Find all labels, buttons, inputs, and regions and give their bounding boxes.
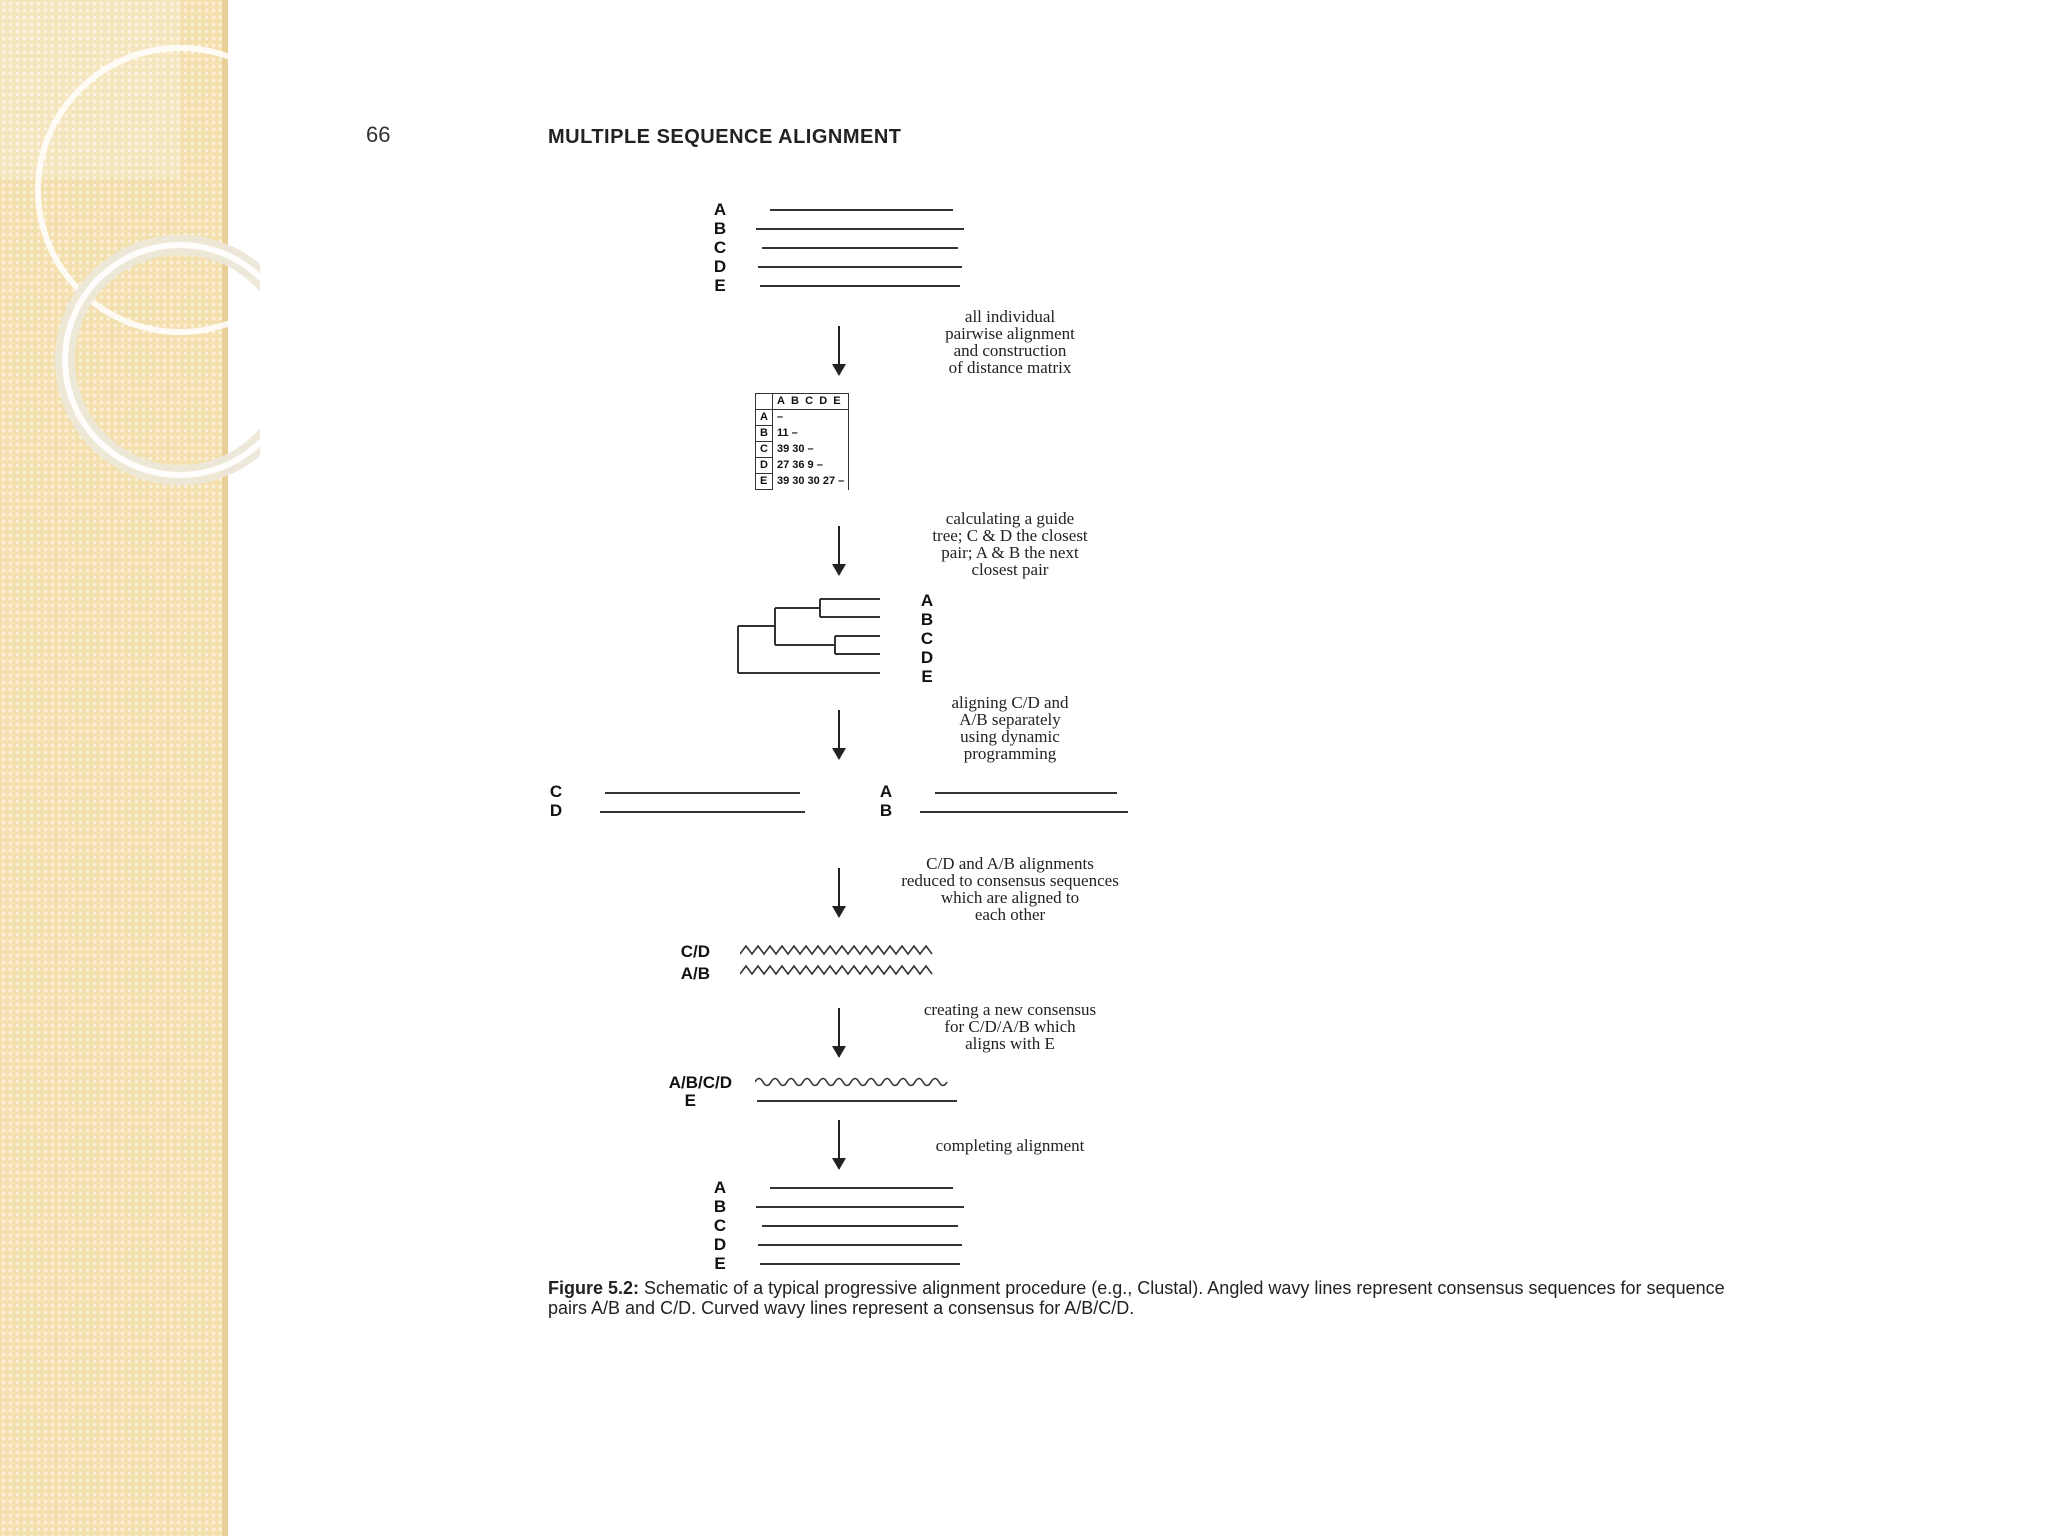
tree-leaf-labels: A B C D E [920,591,934,686]
matrix-row-values: 39 30 30 27 – [772,474,848,490]
distance-matrix [755,393,849,490]
matrix-row-values: 27 36 9 – [772,458,848,474]
sequence-line [920,811,1128,813]
step-text: all individual pairwise alignment and construction of distance matrix [945,307,1075,377]
decorative-circles [0,0,260,520]
caption-text: Schematic of a typical progressive alignment procedure (e.g., Clustal). Angled wavy lines represent consensus sequences for sequence pairs A/B and C/D. Curved wavy lines represent a consensus for A/B/C/D. [548,1278,1725,1318]
sequence-line [770,1187,953,1189]
guide-tree [730,590,910,680]
sequence-line [935,792,1117,794]
down-arrow-icon [838,326,840,374]
matrix-row-label: D [756,458,773,474]
sequence-line [605,792,800,794]
sequence-line [756,1206,964,1208]
seq-label: E [714,276,726,295]
down-arrow-icon [838,710,840,758]
step-text: creating a new consensus for C/D/A/B which aligns with E [923,1000,1097,1053]
consensus-label: C/D [680,942,710,961]
consensus-label: A/B [680,964,710,983]
sequence-line [600,811,805,813]
step-text: aligning C/D and A/B separately using dynamic programming [951,693,1069,763]
seq-label: C [713,238,727,257]
matrix-row-values: 39 30 – [772,442,848,458]
down-arrow-icon [838,868,840,916]
seq-label: D [713,257,727,276]
matrix-header: A B C D E [772,394,848,410]
figure-caption [548,1278,1763,1318]
matrix-row-label: B [756,426,773,442]
pair-labels-right: A B [879,782,893,820]
down-arrow-icon [838,1120,840,1168]
matrix-row-values: – [772,410,848,426]
sequence-line [762,1225,958,1227]
final-consensus-label: E [684,1091,696,1110]
curved-wavy-consensus [755,1074,955,1088]
step-text: calculating a guide tree; C & D the closest pair; A & B the next closest pair [932,509,1088,579]
matrix-row-label: C [756,442,773,458]
down-arrow-icon [838,1008,840,1056]
caption-label: Figure 5.2: [548,1278,640,1298]
sequence-line [760,285,960,287]
matrix-row-label: A [756,410,773,426]
initial-sequence-labels [708,200,732,295]
sequence-line [756,228,964,230]
final-consensus-label: A/B/C/D [668,1073,732,1092]
pair-labels-left: C D [549,782,563,820]
final-sequence-labels: A B C D E [713,1178,727,1273]
sequence-line [762,247,958,249]
sequence-line [757,1100,957,1102]
sequence-line [758,1244,962,1246]
matrix-row-label: E [756,474,773,490]
matrix-row-values: 11 – [772,426,848,442]
step-text: completing alignment [935,1136,1085,1155]
angled-wavy-consensus [740,942,935,982]
down-arrow-icon [838,526,840,574]
seq-label: A [713,200,727,219]
seq-label: B [713,219,727,238]
page-number: 66 [366,122,391,147]
sequence-line [758,266,962,268]
sequence-line [770,209,953,211]
page-header: MULTIPLE SEQUENCE ALIGNMENT [548,126,902,148]
sequence-line [760,1263,960,1265]
step-text: C/D and A/B alignments reduced to consensus sequences which are aligned to each other [901,854,1119,924]
